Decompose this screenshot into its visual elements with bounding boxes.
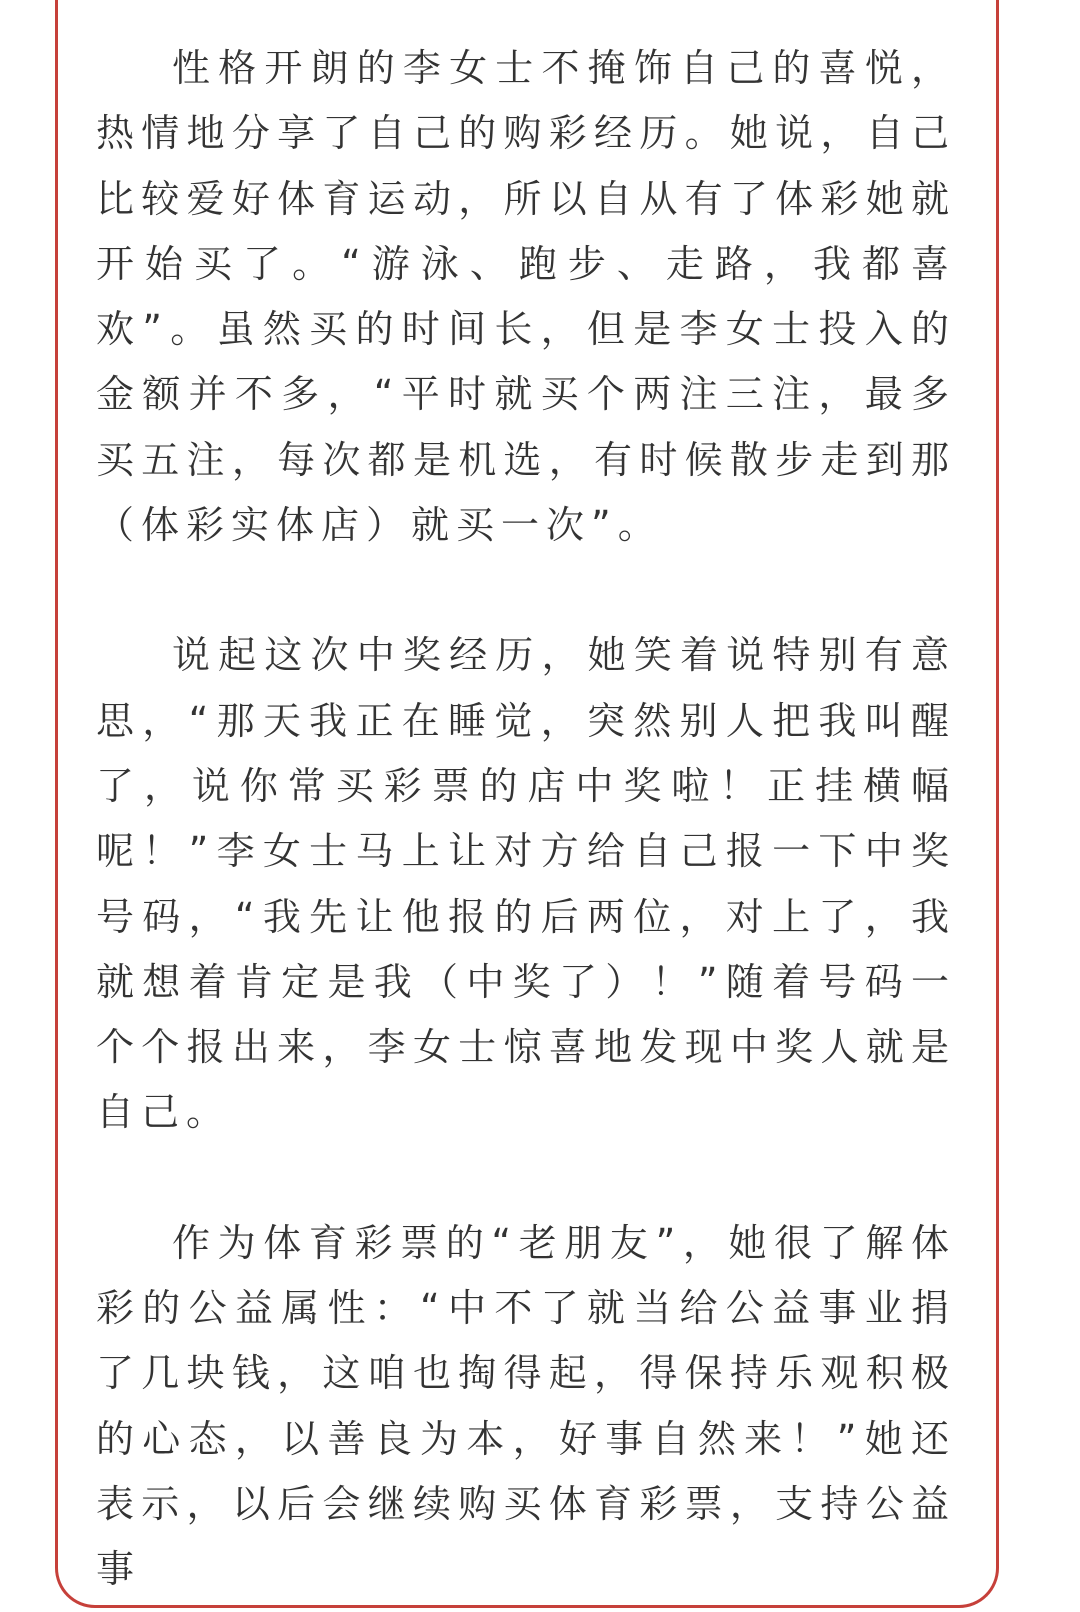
article-paragraph-2: 说起这次中奖经历，她笑着说特别有意思，“那天我正在睡觉，突然别人把我叫醒了，说你常买彩票的店中奖啦！正挂横幅呢！”李女士马上让对方给自己报一下中奖号码，“我先让他报的后两位，对上了，我就想着肯定是我（中奖了）！”随着号码一个个报出来，李女士惊喜地发现中奖人就是自己。 (96, 633, 956, 1135)
article-paragraph-3: 作为体育彩票的“老朋友”，她很了解体彩的公益属性：“中不了就当给公益事业捐了几块钱，这咱也掏得起，得保持乐观积极的心态，以善良为本，好事自然来！”她还表示，以后会继续购买体育彩票，支持公益事 (96, 1220, 956, 1592)
article-paragraph-1: 性格开朗的李女士不掩饰自己的喜悦，热情地分享了自己的购彩经历。她说，自己比较爱好体育运动，所以自从有了体彩她就开始买了。“游泳、跑步、走路，我都喜欢”。虽然买的时间长，但是李女士投入的金额并不多，“平时就买个两注三注，最多买五注，每次都是机选，有时候散步走到那（体彩实体店）就买一次”。 (96, 46, 956, 548)
article-body (96, 36, 956, 1612)
